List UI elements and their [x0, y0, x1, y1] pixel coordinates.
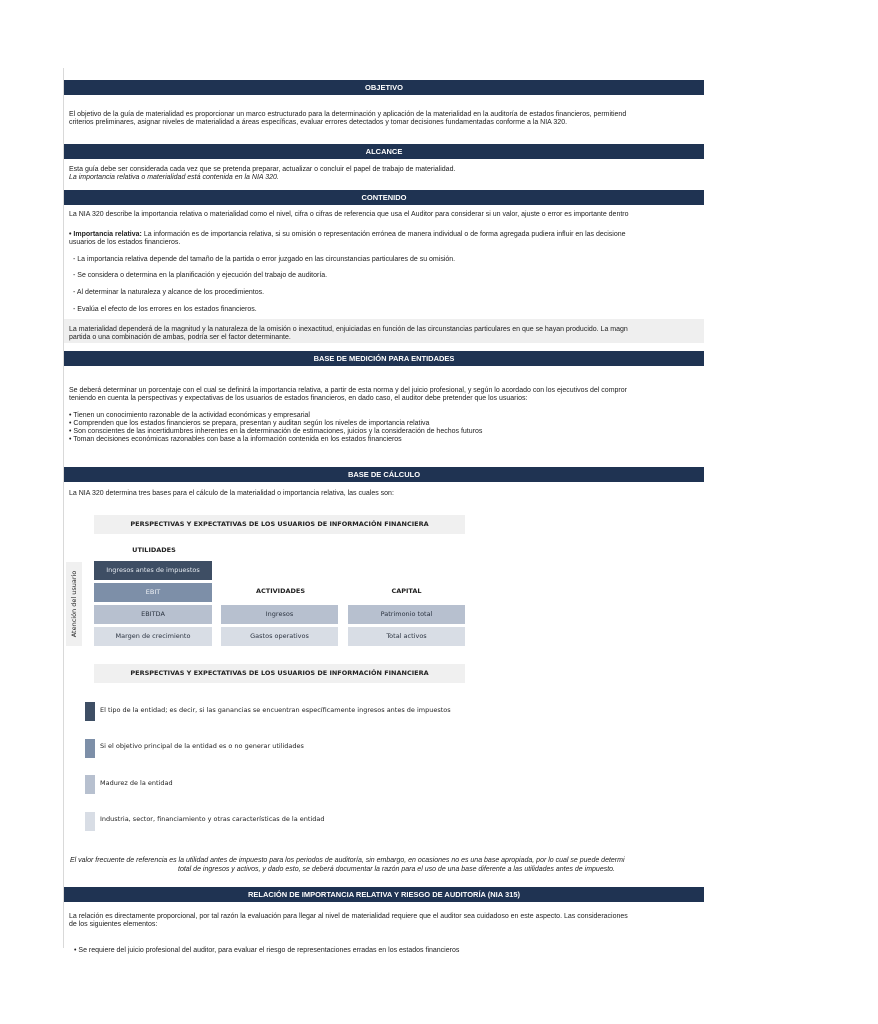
- section-header-relacion: RELACIÓN DE IMPORTANCIA RELATIVA Y RIESGO DE AUDITORÍA (NIA 315): [64, 887, 704, 902]
- figure-title-top: PERSPECTIVAS Y EXPECTATIVAS DE LOS USUARIOS DE INFORMACIÓN FINANCIERA: [94, 515, 465, 534]
- base-medicion-bullet-3: • Son conscientes de las incertidumbres inherentes en la determinación de estimaciones, juicios y la consideración de hechos futuros: [69, 428, 483, 435]
- legend-swatch-mid: [85, 739, 95, 758]
- document-sheet: [64, 0, 704, 1024]
- cell-patrimonio-total: Patrimonio total: [348, 605, 465, 624]
- base-calculo-intro: La NIA 320 determina tres bases para el cálculo de la materialidad o importancia relativa, las cuales son:: [69, 490, 394, 497]
- cell-ebitda: EBITDA: [94, 605, 212, 624]
- legend-text-3: Madurez de la entidad: [100, 779, 173, 787]
- base-medicion-bullet-4: • Toman decisiones económicas razonables con base a la información contenida en los estados financieros: [69, 436, 402, 443]
- contenido-item-4: - Evalúa el efecto de los errores en los estados financieros.: [73, 306, 257, 313]
- column-title-actividades: ACTIVIDADES: [255, 587, 306, 595]
- contenido-item-2: - Se considera o determina en la planificación y ejecución del trabajo de auditoría.: [73, 272, 328, 279]
- column-title-utilidades: UTILIDADES: [132, 546, 176, 554]
- contenido-item-1: - La importancia relativa depende del tamaño de la partida o error juzgado en las circunstancias particulares de su omisión.: [73, 256, 456, 263]
- base-medicion-p1: Se deberá determinar un porcentaje con el cual se definirá la importancia relativa, a partir de esta norma y del juicio profesional, y según lo acordado con los ejecutivos del compror: [69, 387, 627, 394]
- base-calculo-note-line1: El valor frecuente de referencia es la utilidad antes de impuesto para los periodos de auditoría, sin embargo, en ocasiones no es una base apropiada, por lo cual se puede determi: [70, 857, 625, 864]
- legend-swatch-light: [85, 775, 95, 794]
- objetivo-text-line2: criterios preliminares, asignar niveles de materialidad a áreas específicas, evaluar errores detectados y tomar decisiones fundamentadas conforme a la NIA 320.: [69, 119, 568, 126]
- section-header-objetivo: OBJETIVO: [64, 80, 704, 95]
- section-header-base-medicion: BASE DE MEDICIÓN PARA ENTIDADES: [64, 351, 704, 366]
- cell-total-activos: Total activos: [348, 627, 465, 646]
- importancia-relativa-label: • Importancia relativa:: [69, 231, 142, 238]
- column-title-capital: CAPITAL: [391, 587, 422, 595]
- base-medicion-bullet-2: • Comprenden que los estados financieros se prepara, presentan y auditan según los niveles de importancia relativa: [69, 420, 430, 427]
- cell-ingresos: Ingresos: [221, 605, 338, 624]
- objetivo-text-line1: El objetivo de la guía de materialidad es proporcionar un marco estructurado para la determinación y aplicación de la materialidad en la auditoría de estados financieros, permitiend: [69, 111, 627, 118]
- legend-text-2: Si el objetivo principal de la entidad es o no generar utilidades: [100, 742, 304, 750]
- relacion-p1: La relación es directamente proporcional, por tal razón la evaluación para llegar al nivel de materialidad requiere que el auditor sea cuidadoso en este aspecto. Las consideraciones: [69, 913, 628, 920]
- relacion-p2: de los siguientes elementos:: [69, 921, 158, 928]
- section-header-base-calculo: BASE DE CÁLCULO: [64, 467, 704, 482]
- cell-ingresos-antes-impuestos: Ingresos antes de impuestos: [94, 561, 212, 580]
- relacion-cut-text: • Se requiere del juicio profesional del auditor, para evaluar el riesgo de representaciones erradas en los estados financieros: [74, 947, 460, 954]
- alcance-line1: Esta guía debe ser considerada cada vez que se pretenda preparar, actualizar o concluir el papel de trabajo de materialidad.: [69, 166, 456, 173]
- figure-title-bottom: PERSPECTIVAS Y EXPECTATIVAS DE LOS USUARIOS DE INFORMACIÓN FINANCIERA: [94, 664, 465, 683]
- legend-text-4: Industria, sector, financiamiento y otras características de la entidad: [100, 815, 325, 823]
- relacion-cut-line: [74, 945, 674, 954]
- contenido-closing-line1: La materialidad dependerá de la magnitud y la naturaleza de la omisión o inexactitud, enjuiciadas en función de las circunstancias particulares en que se hayan producido. La magn: [69, 326, 628, 333]
- base-calculo-note-line2: total de ingresos y activos, y dado esto, se deberá documentar la razón para el uso de una base diferente a las utilidades antes de impuesto.: [178, 866, 615, 873]
- section-header-alcance: ALCANCE: [64, 144, 704, 159]
- legend-swatch-dark: [85, 702, 95, 721]
- legend-swatch-pale: [85, 812, 95, 831]
- legend-text-1: El tipo de la entidad; es decir, si las ganancias se encuentran específicamente ingresos antes de impuestos: [100, 706, 451, 714]
- cell-gastos-operativos: Gastos operativos: [221, 627, 338, 646]
- side-label-atencion-usuario: [66, 562, 82, 646]
- cell-margen-crecimiento: Margen de crecimiento: [94, 627, 212, 646]
- contenido-closing-line2: partida o una combinación de ambas, podría ser el factor determinante.: [69, 334, 291, 341]
- side-label-text: Atención del usuario: [70, 570, 78, 638]
- cell-ebit: EBIT: [94, 583, 212, 602]
- alcance-line2: La importancia relativa o materialidad está contenida en la NIA 320.: [69, 174, 279, 181]
- contenido-item-3: - Al determinar la naturaleza y alcance de los procedimientos.: [73, 289, 265, 296]
- importancia-relativa-definition: La información es de importancia relativa, si su omisión o representación errónea de manera individual o de forma agregada pudiera influir en las decisione: [141, 231, 626, 238]
- base-medicion-bullet-1: • Tienen un conocimiento razonable de la actividad económicas y empresarial: [69, 412, 310, 419]
- section-header-contenido: CONTENIDO: [64, 190, 704, 205]
- base-medicion-p2: teniendo en cuenta la perspectivas y expectativas de los usuarios de estados financieros, en dado caso, el auditor debe pretender que los usuarios:: [69, 395, 528, 402]
- contenido-intro: La NIA 320 describe la importancia relativa o materialidad como el nivel, cifra o cifras de referencia que usa el Auditor para considerar si un valor, ajuste o error es importante dentro: [69, 211, 629, 218]
- contenido-importancia-relativa-cont: usuarios de los estados financieros.: [69, 239, 181, 246]
